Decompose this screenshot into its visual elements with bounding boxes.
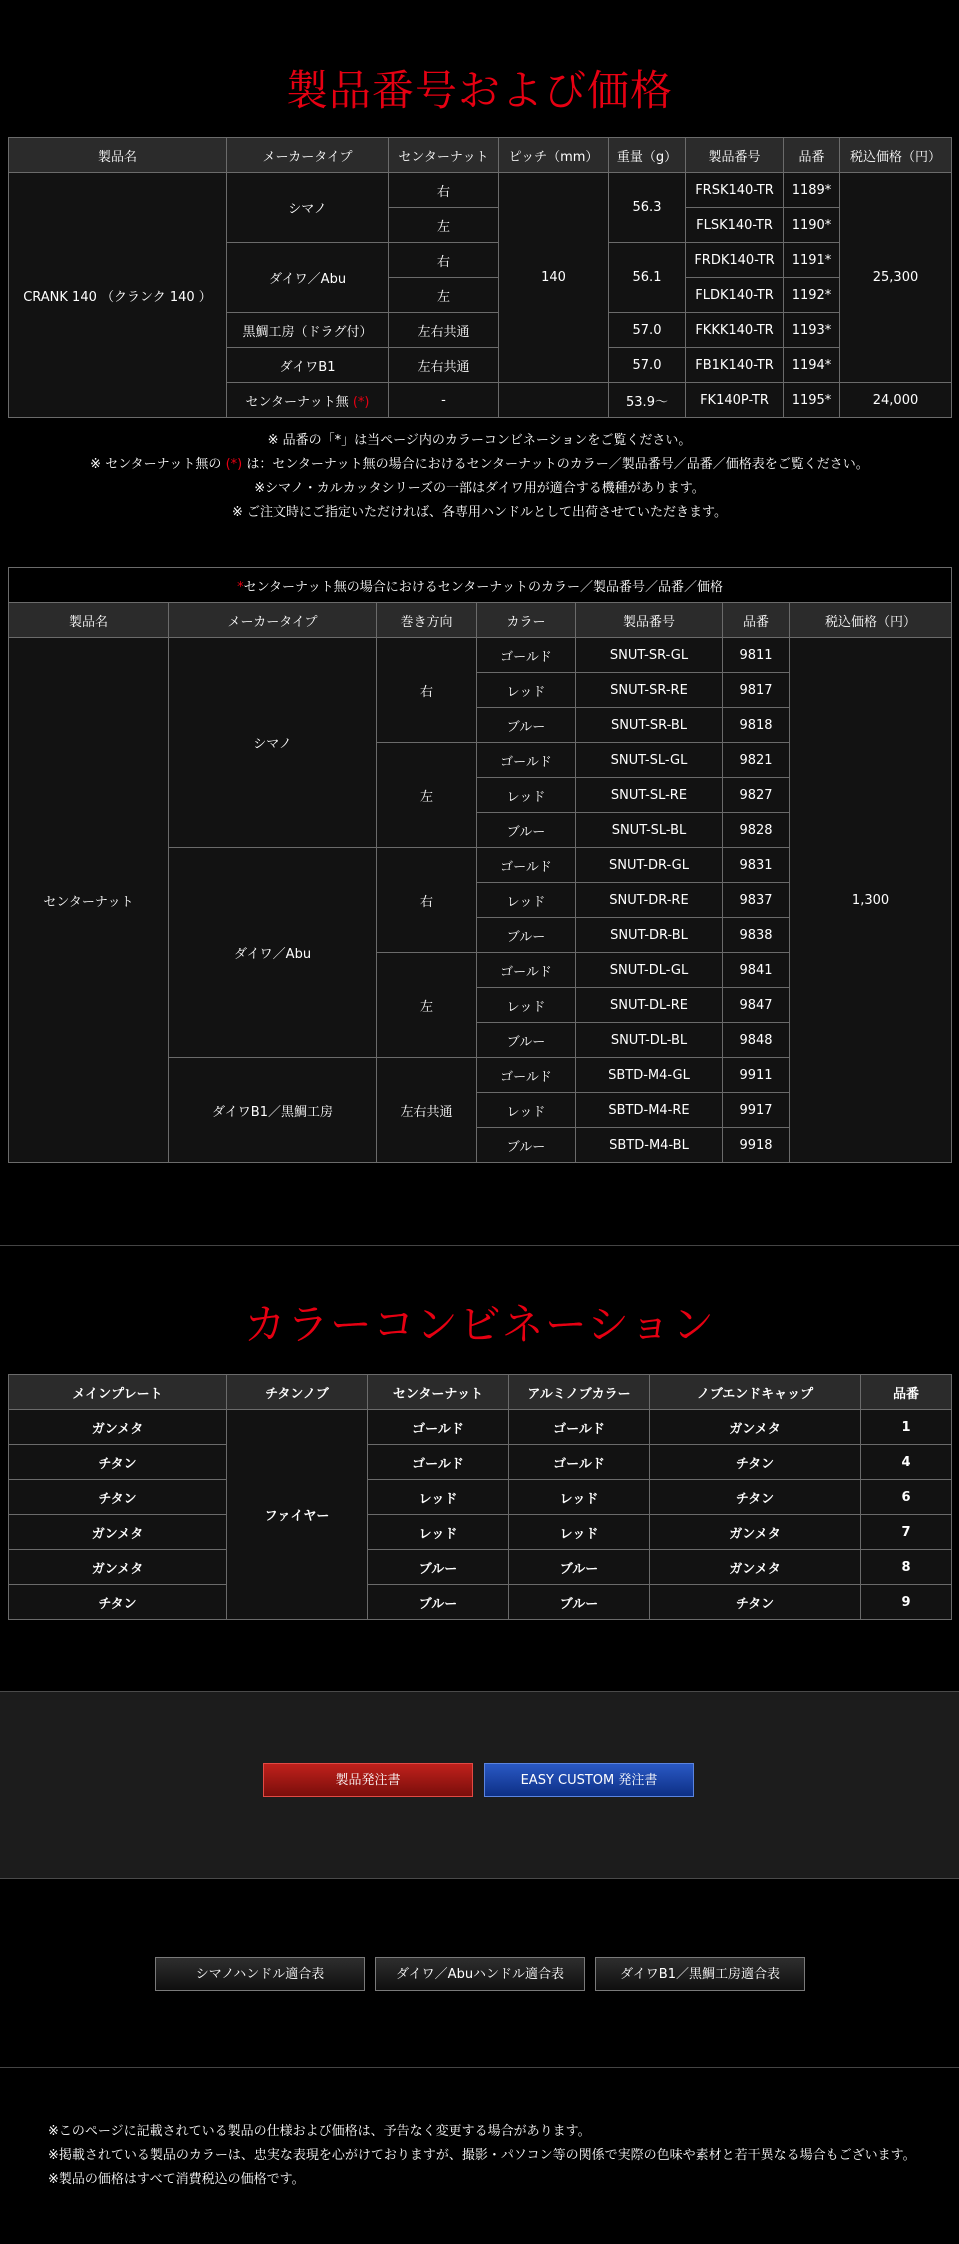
color-combination-table [8,1374,952,1620]
product-code-cell: SNUT-SL-RE [576,778,723,813]
item-number-cell: 1 [861,1410,952,1445]
col-header: メーカータイプ [227,138,389,173]
knob-end-cap-cell: チタン [650,1480,861,1515]
price-cell: 25,300 [840,173,952,383]
price-cell: 1,300 [790,638,952,1163]
titanium-knob-cell: ファイヤー [227,1410,368,1620]
item-number-cell: 1195* [784,383,840,418]
maker-type-cell: シマノ [169,638,377,848]
note-line [0,453,959,477]
col-header: 巻き方向 [377,603,477,638]
product-code-cell: SBTD-M4-RE [576,1093,723,1128]
col-header: ノブエンドキャップ [650,1375,861,1410]
nonut-mark: (*) [225,457,243,472]
product-code-cell: SNUT-DR-BL [576,918,723,953]
knob-end-cap-cell: ガンメタ [650,1410,861,1445]
item-number-cell: 9821 [723,743,790,778]
product-code-cell: FRDK140-TR [686,243,784,278]
color-cell: ゴールド [477,743,576,778]
direction-cell: 右 [377,848,477,953]
knob-end-cap-cell: ガンメタ [650,1515,861,1550]
center-nut-cell: - [389,383,499,418]
weight-cell: 53.9～ [609,383,686,418]
col-header: チタンノブ [227,1375,368,1410]
center-nut-cell: ブルー [368,1550,509,1585]
product-code-cell: FLDK140-TR [686,278,784,313]
item-number-cell: 9817 [723,673,790,708]
product-code-cell: FKKK140-TR [686,313,784,348]
color-cell: ブルー [477,918,576,953]
daiwa-b1-kurodai-compat-button[interactable]: ダイワB1／黒鯛工房適合表 [595,1957,805,1991]
main-plate-cell: ガンメタ [9,1515,227,1550]
item-number-cell: 1192* [784,278,840,313]
alu-knob-color-cell: ゴールド [509,1410,650,1445]
col-header: 税込価格（円） [790,603,952,638]
product-code-cell: SNUT-DL-RE [576,988,723,1023]
center-nut-cell: ブルー [368,1585,509,1620]
item-number-cell: 9837 [723,883,790,918]
main-plate-cell: ガンメタ [9,1410,227,1445]
note-line: ※ 品番の「*」は当ページ内のカラーコンビネーションをご覧ください。 [267,433,692,448]
item-number-cell: 6 [861,1480,952,1515]
item-number-cell: 1191* [784,243,840,278]
item-number-cell: 1193* [784,313,840,348]
weight-cell: 57.0 [609,313,686,348]
product-code-cell: SNUT-SR-BL [576,708,723,743]
item-number-cell: 9811 [723,638,790,673]
alu-knob-color-cell: ブルー [509,1585,650,1620]
note-line: ※シマノ・カルカッタシリーズの一部はダイワ用が適合する機種があります。 [254,481,705,496]
direction-cell: 左 [377,953,477,1058]
maker-type-cell: ダイワB1／黒鯛工房 [169,1058,377,1163]
product-code-cell: FRSK140-TR [686,173,784,208]
caption-mark: * [237,579,244,595]
color-cell: レッド [477,778,576,813]
col-header: ピッチ（mm） [499,138,609,173]
item-number-cell: 9847 [723,988,790,1023]
pitch-cell: 140 [499,173,609,383]
weight-cell: 56.1 [609,243,686,313]
product-name-cell: センターナット [9,638,169,1163]
product-price-table [8,137,952,418]
main-plate-cell: チタン [9,1445,227,1480]
item-number-cell: 7 [861,1515,952,1550]
main-plate-cell: チタン [9,1585,227,1620]
product-code-cell: FLSK140-TR [686,208,784,243]
maker-type-cell: ダイワ／Abu [227,243,389,313]
maker-type-cell [227,383,389,418]
caption-text: センターナット無の場合におけるセンターナットのカラー／製品番号／品番／価格 [243,579,724,595]
item-number-cell: 1189* [784,173,840,208]
alu-knob-color-cell: レッド [509,1515,650,1550]
center-nut-cell: レッド [368,1515,509,1550]
center-nut-table [8,567,952,1163]
center-nut-cell: 左 [389,278,499,313]
col-header: 品番 [784,138,840,173]
color-cell: ゴールド [477,638,576,673]
col-header: 製品番号 [686,138,784,173]
center-nut-cell: ゴールド [368,1445,509,1480]
item-number-cell: 9 [861,1585,952,1620]
main-plate-cell: ガンメタ [9,1550,227,1585]
order-form-band [0,1691,959,1879]
item-number-cell: 8 [861,1550,952,1585]
item-number-cell: 1194* [784,348,840,383]
color-cell: ゴールド [477,1058,576,1093]
item-number-cell: 9917 [723,1093,790,1128]
item-number-cell: 9838 [723,918,790,953]
maker-type-label: センターナット無 [245,394,349,410]
section-title-product-price: 製品番号および価格 [285,66,673,115]
product-code-cell: SNUT-DL-GL [576,953,723,988]
weight-cell: 57.0 [609,348,686,383]
product-code-cell: SNUT-SL-GL [576,743,723,778]
product-code-cell: SNUT-DL-BL [576,1023,723,1058]
alu-knob-color-cell: レッド [509,1480,650,1515]
main-plate-cell: チタン [9,1480,227,1515]
note-line: ※ ご注文時にご指定いただければ、各専用ハンドルとして出荷させていただきます。 [232,505,727,520]
note-text: は：センターナット無の場合におけるセンターナットのカラー／製品番号／品番／価格表をご覧ください。 [246,457,869,472]
easy-custom-order-form-button[interactable]: EASY CUSTOM 発注書 [484,1763,694,1797]
nonut-mark-link[interactable]: (*) [352,394,370,410]
col-header: 製品名 [9,138,227,173]
color-cell: レッド [477,1093,576,1128]
direction-cell: 左右共通 [377,1058,477,1163]
item-number-cell: 9831 [723,848,790,883]
color-cell: ブルー [477,1023,576,1058]
product-code-cell: FB1K140-TR [686,348,784,383]
product-code-cell: SBTD-M4-BL [576,1128,723,1163]
center-nut-cell: 右 [389,173,499,208]
footer-note: ※掲載されている製品のカラーは、忠実な表現を心がけておりますが、撮影・パソコン等の関係で実際の色味や素材と若干異なる場合もございます。 [48,2148,916,2163]
color-cell: ゴールド [477,848,576,883]
item-number-cell: 9911 [723,1058,790,1093]
footer-notes [48,2120,928,2192]
col-header: センターナット [368,1375,509,1410]
product-code-cell: SNUT-SL-BL [576,813,723,848]
knob-end-cap-cell: チタン [650,1445,861,1480]
item-number-cell: 9848 [723,1023,790,1058]
product-code-cell: FK140P-TR [686,383,784,418]
color-cell: レッド [477,883,576,918]
product-code-cell: SNUT-DR-RE [576,883,723,918]
item-number-cell: 9918 [723,1128,790,1163]
daiwa-abu-compat-button[interactable]: ダイワ／Abuハンドル適合表 [375,1957,585,1991]
item-number-cell: 9841 [723,953,790,988]
footer-note: ※このページに記載されている製品の仕様および価格は、予告なく変更する場合があります。 [48,2124,591,2139]
product-name-cell: CRANK 140 （クランク 140 ） [9,173,227,418]
product-order-form-button[interactable]: 製品発注書 [263,1763,473,1797]
col-header: アルミノブカラー [509,1375,650,1410]
product-code-cell: SBTD-M4-GL [576,1058,723,1093]
item-number-cell: 9818 [723,708,790,743]
price-notes [0,429,959,525]
section-divider [0,1245,959,1246]
col-header: メーカータイプ [169,603,377,638]
col-header: メインプレート [9,1375,227,1410]
col-header: センターナット [389,138,499,173]
footer-note: ※製品の価格はすべて消費税込の価格です。 [48,2172,305,2187]
col-header: 品番 [723,603,790,638]
color-cell: レッド [477,673,576,708]
item-number-cell: 1190* [784,208,840,243]
maker-type-cell: ダイワ／Abu [169,848,377,1058]
direction-cell: 左 [377,743,477,848]
col-header: 製品番号 [576,603,723,638]
center-nut-cell: 左右共通 [389,348,499,383]
footer-divider [0,2067,959,2068]
item-number-cell: 9827 [723,778,790,813]
alu-knob-color-cell: ブルー [509,1550,650,1585]
pitch-cell-empty [499,383,609,418]
col-header: カラー [477,603,576,638]
knob-end-cap-cell: チタン [650,1585,861,1620]
section-title-color-combination: カラーコンビネーション [243,1300,716,1349]
center-nut-cell: ゴールド [368,1410,509,1445]
maker-type-cell: ダイワB1 [227,348,389,383]
col-header: 重量（g） [609,138,686,173]
col-header: 製品名 [9,603,169,638]
center-nut-cell: レッド [368,1480,509,1515]
item-number-cell: 4 [861,1445,952,1480]
col-header: 税込価格（円） [840,138,952,173]
note-text: ※ センターナット無の [90,457,222,472]
maker-type-cell: 黒鯛工房（ドラグ付） [227,313,389,348]
color-cell: ブルー [477,1128,576,1163]
center-nut-cell: 右 [389,243,499,278]
col-header: 品番 [861,1375,952,1410]
alu-knob-color-cell: ゴールド [509,1445,650,1480]
weight-cell: 56.3 [609,173,686,243]
color-cell: ゴールド [477,953,576,988]
shimano-compat-button[interactable]: シマノハンドル適合表 [155,1957,365,1991]
item-number-cell: 9828 [723,813,790,848]
direction-cell: 右 [377,638,477,743]
color-cell: レッド [477,988,576,1023]
color-cell: ブルー [477,708,576,743]
product-code-cell: SNUT-SR-GL [576,638,723,673]
knob-end-cap-cell: ガンメタ [650,1550,861,1585]
center-nut-cell: 左右共通 [389,313,499,348]
color-cell: ブルー [477,813,576,848]
maker-type-cell: シマノ [227,173,389,243]
product-code-cell: SNUT-DR-GL [576,848,723,883]
price-cell: 24,000 [840,383,952,418]
center-nut-cell: 左 [389,208,499,243]
center-nut-table-caption [9,568,952,603]
product-code-cell: SNUT-SR-RE [576,673,723,708]
